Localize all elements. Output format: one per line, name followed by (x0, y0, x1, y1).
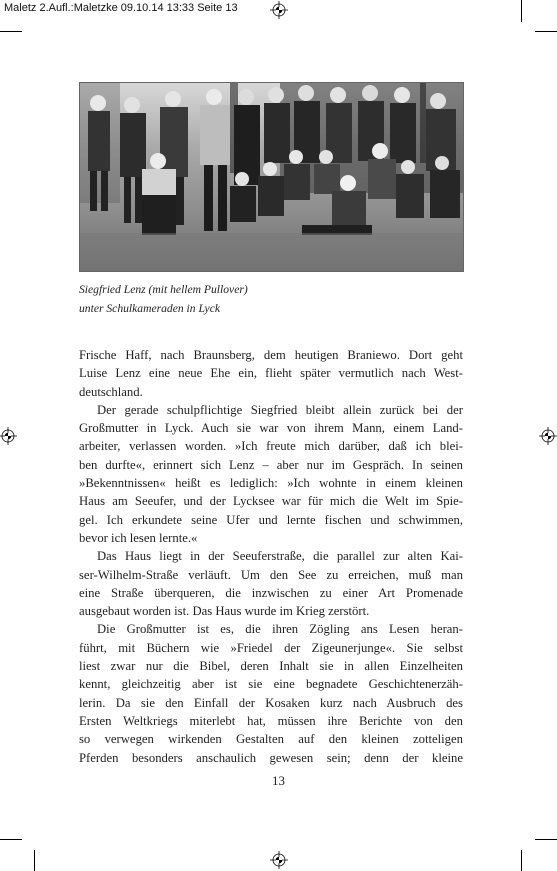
text-line: gel. Ich erkundete seine Ufer und lernte fischen und schwimmen, (79, 512, 463, 527)
registration-mark-bottom-icon (270, 851, 288, 869)
text-line: Großmutter in Lyck. Auch sie war von ihrem Mann, einem Land- (79, 421, 463, 436)
registration-mark-left-icon (0, 427, 17, 445)
text-line: bevor ich lesen lernte.« (79, 530, 198, 545)
text-line: Ersten Weltkriegs miterlebt hat, müssen ihre Berichte von den (79, 713, 463, 728)
group-photo (79, 82, 464, 272)
text-line: eine Straße überqueren, die inzwischen zu einer Art Promenade (79, 585, 463, 600)
text-line: ausgebaut worden ist. Das Haus wurde im Krieg zerstört. (79, 604, 370, 619)
text-line: Pferden besonders anschaulich gewesen sein; denn der kleine (79, 750, 463, 765)
caption-line: Siegfried Lenz (mit hellem Pullover) (79, 283, 248, 296)
crop-mark-bottom-right-v (521, 850, 522, 871)
photo-caption (79, 280, 469, 318)
crop-mark-bottom-right-h (535, 839, 557, 840)
text-line: Der gerade schulpflichtige Siegfried bleibt allein zurück bei der (97, 402, 463, 417)
text-line: so verwegen wirkenden Gestalten auf den kleinen zotteligen (79, 732, 463, 747)
body-text (79, 346, 463, 767)
text-line: Das Haus liegt in der Seeuferstraße, die parallel zur alten Kai- (97, 549, 463, 564)
crop-mark-bottom-left-v (34, 850, 35, 871)
crop-mark-bottom-left-h (0, 839, 22, 840)
text-line: Frische Haff, nach Braunsberg, dem heutigen Braniewo. Dort geht (79, 348, 463, 362)
photo-icon (80, 83, 463, 271)
text-line: ben durfte«, erinnert sich Lenz – aber nur im Gespräch. In seinen (79, 457, 463, 472)
text-line: führt, mit Büchern wie »Friedel der Zigeunerjunge«. Sie selbst (79, 640, 463, 655)
text-line: kennt, gleichzeitig aber ist sie eine begnadete Geschichtenerzäh- (79, 677, 463, 692)
text-line: Luise Lenz eine neue Ehe ein, flieht später vermutlich nach West- (79, 366, 463, 381)
text-line: Haus am Seeufer, und der Lycksee war für mich die Welt im Spie- (79, 494, 463, 509)
registration-mark-right-icon (539, 427, 557, 445)
text-line: »Bekenntnissen« heißt es lediglich: »Ich wohnte in einem kleinen (79, 476, 463, 491)
crop-mark-top-right-h (535, 31, 557, 32)
text-line: arbeiter, verlassen worden. »Ich freute mich darüber, daß ich blei- (79, 439, 463, 454)
registration-mark-top-icon (270, 1, 288, 19)
text-line: liest zwar nur die Bibel, deren Inhalt sie in allen Einzelheiten (79, 659, 463, 674)
text-line: Die Großmutter ist es, die ihren Zögling ans Lesen heran- (97, 622, 463, 637)
crop-mark-top-right-v (521, 0, 522, 22)
text-line: ser-Wilhelm-Straße verläuft. Um den See zu erreichen, muß man (79, 567, 463, 582)
caption-line: unter Schulkameraden in Lyck (79, 302, 220, 315)
page-number: 13 (272, 773, 285, 788)
crop-mark-top-left-h (0, 31, 22, 32)
text-line: deutschland. (79, 384, 143, 399)
text-line: lerin. Da sie den Einfall der Kosaken kurz nach Ausbruch des (79, 695, 463, 710)
print-slug: Maletz 2.Aufl.:Maletzke 09.10.14 13:33 Seite 13 (4, 2, 238, 14)
